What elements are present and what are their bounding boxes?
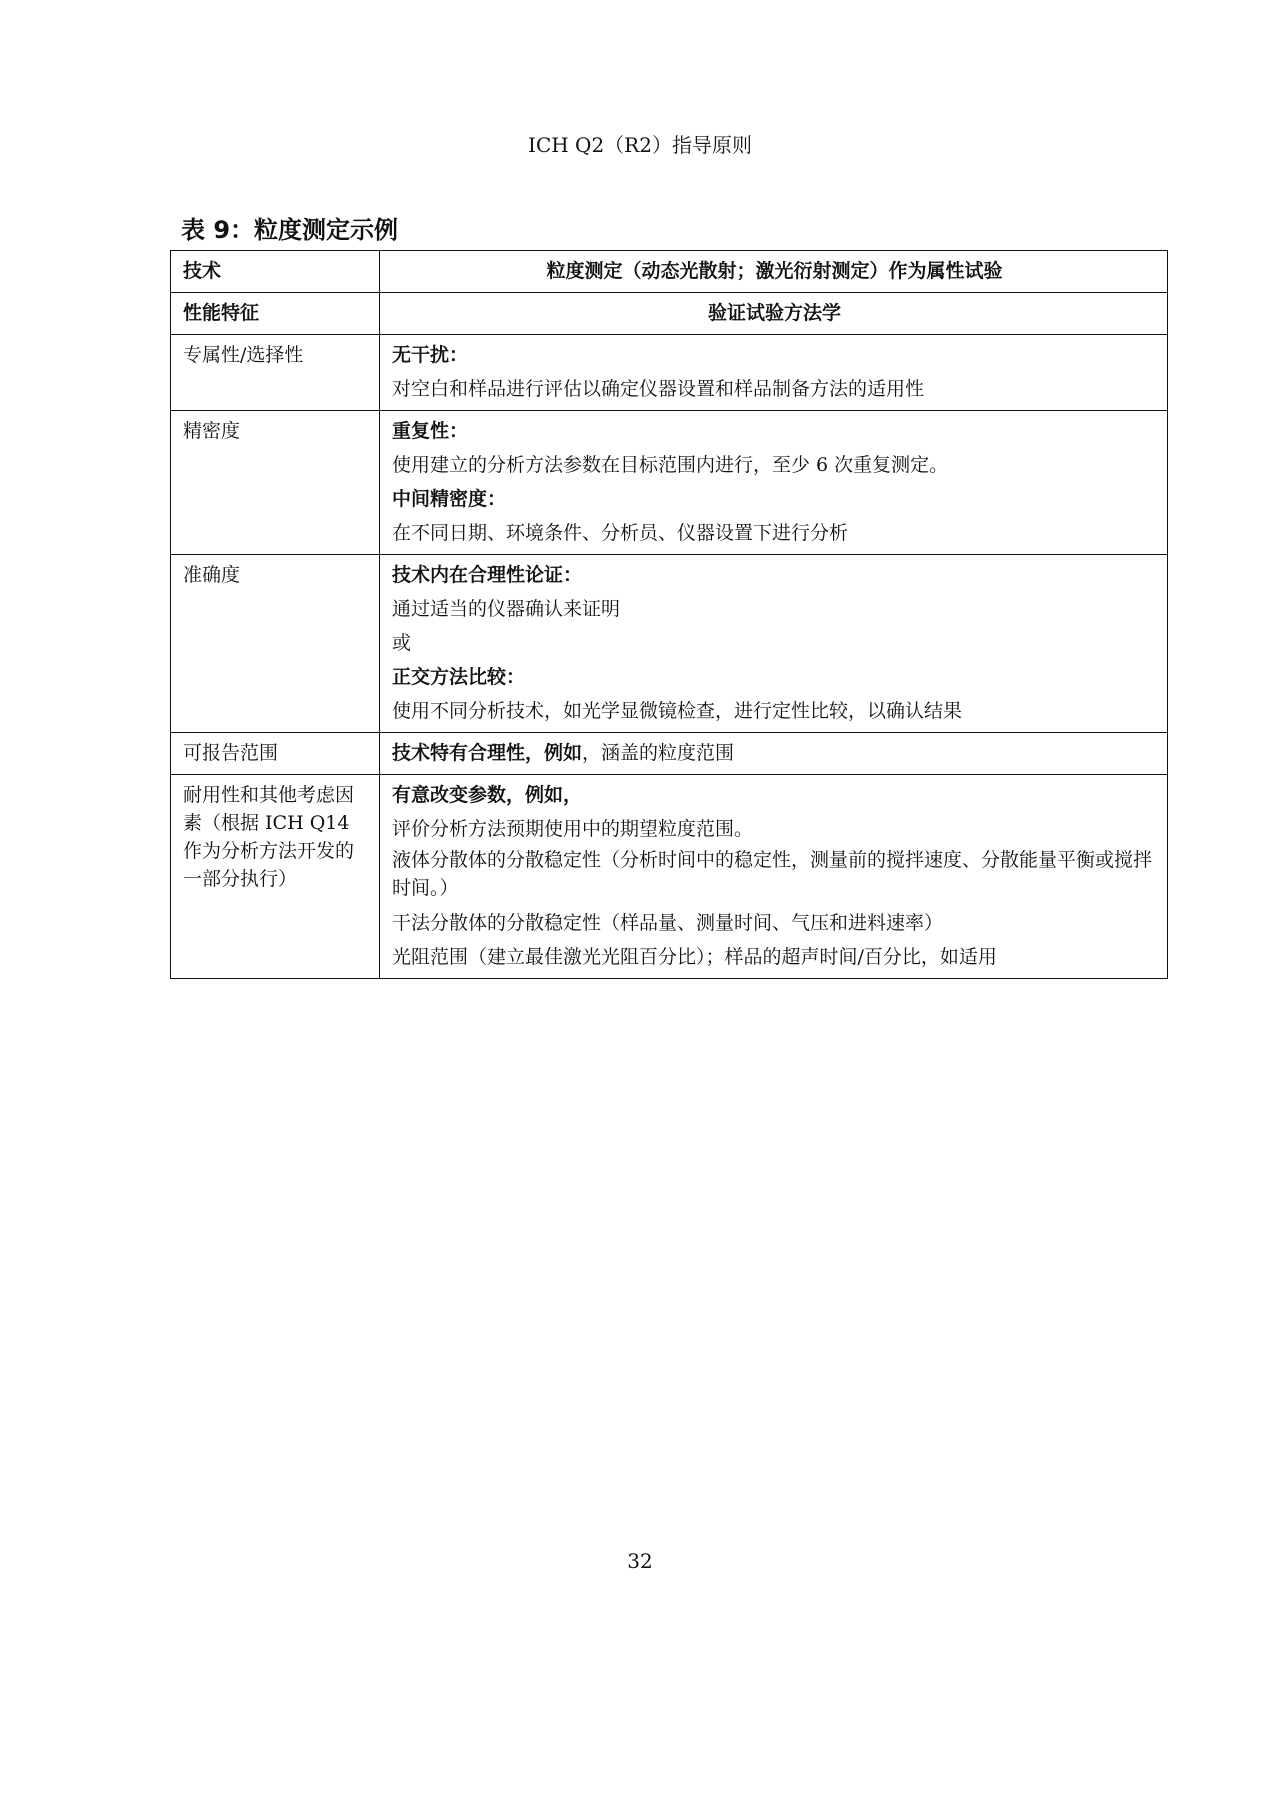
row-label-accuracy: 准确度 xyxy=(171,555,380,733)
content-line xyxy=(392,736,1157,770)
particle-size-table xyxy=(170,250,1168,979)
row-content-specificity xyxy=(380,335,1168,411)
page-number: 32 xyxy=(627,1549,653,1573)
content-line: 在不同日期、环境条件、分析员、仪器设置下进行分析 xyxy=(392,522,849,544)
table-header-row xyxy=(171,293,1168,335)
content-line: 或 xyxy=(392,632,412,654)
content-line: 中间精密度： xyxy=(392,488,507,510)
row-label-reportable-range: 可报告范围 xyxy=(171,733,380,775)
table-row xyxy=(171,411,1168,555)
table-row xyxy=(171,335,1168,411)
content-line: 使用不同分析技术，如光学显微镜检查，进行定性比较，以确认结果 xyxy=(392,700,963,722)
content-line: 评价分析方法预期使用中的期望粒度范围。 xyxy=(392,818,754,840)
content-line: 通过适当的仪器确认来证明 xyxy=(392,598,621,620)
header-technique-value: 粒度测定（动态光散射；激光衍射测定）作为属性试验 xyxy=(380,251,1168,293)
row-content-reportable-range xyxy=(380,733,1168,775)
content-line: 无干扰： xyxy=(392,344,469,366)
content-bold-part: 技术特有合理性，例如 xyxy=(392,742,583,764)
table-row xyxy=(171,555,1168,733)
header-technique-label: 技术 xyxy=(171,251,380,293)
content-line: 干法分散体的分散稳定性（样品量、测量时间、气压和进料速率） xyxy=(392,912,944,934)
row-content-accuracy xyxy=(380,555,1168,733)
row-label-precision: 精密度 xyxy=(171,411,380,555)
table-row xyxy=(171,775,1168,979)
table-header-row xyxy=(171,251,1168,293)
content-line: 使用建立的分析方法参数在目标范围内进行，至少 6 次重复测定。 xyxy=(392,454,949,476)
content-line: 正交方法比较： xyxy=(392,666,526,688)
header-methodology-value: 验证试验方法学 xyxy=(380,293,1168,335)
table-title: 表 9：粒度测定示例 xyxy=(181,216,399,244)
content-line: 光阻范围（建立最佳激光光阻百分比）；样品的超声时间/百分比，如适用 xyxy=(392,946,997,968)
content-line: 技术内在合理性论证： xyxy=(392,564,583,586)
running-header: ICH Q2（R2）指导原则 xyxy=(528,133,752,157)
row-content-robustness xyxy=(380,775,1168,979)
row-label-robustness: 耐用性和其他考虑因素（根据 ICH Q14 作为分析方法开发的一部分执行） xyxy=(171,775,380,979)
header-characteristic-label: 性能特征 xyxy=(171,293,380,335)
content-line: 有意改变参数，例如， xyxy=(392,784,583,806)
row-label-specificity: 专属性/选择性 xyxy=(171,335,380,411)
content-normal-part: ，涵盖的粒度范围 xyxy=(582,742,735,764)
content-line: 重复性： xyxy=(392,420,469,442)
table-row xyxy=(171,733,1168,775)
content-line: 液体分散体的分散稳定性（分析时间中的稳定性，测量前的搅拌速度、分散能量平衡或搅拌时间。） xyxy=(392,849,1153,899)
content-line: 对空白和样品进行评估以确定仪器设置和样品制备方法的适用性 xyxy=(392,378,925,400)
row-content-precision xyxy=(380,411,1168,555)
